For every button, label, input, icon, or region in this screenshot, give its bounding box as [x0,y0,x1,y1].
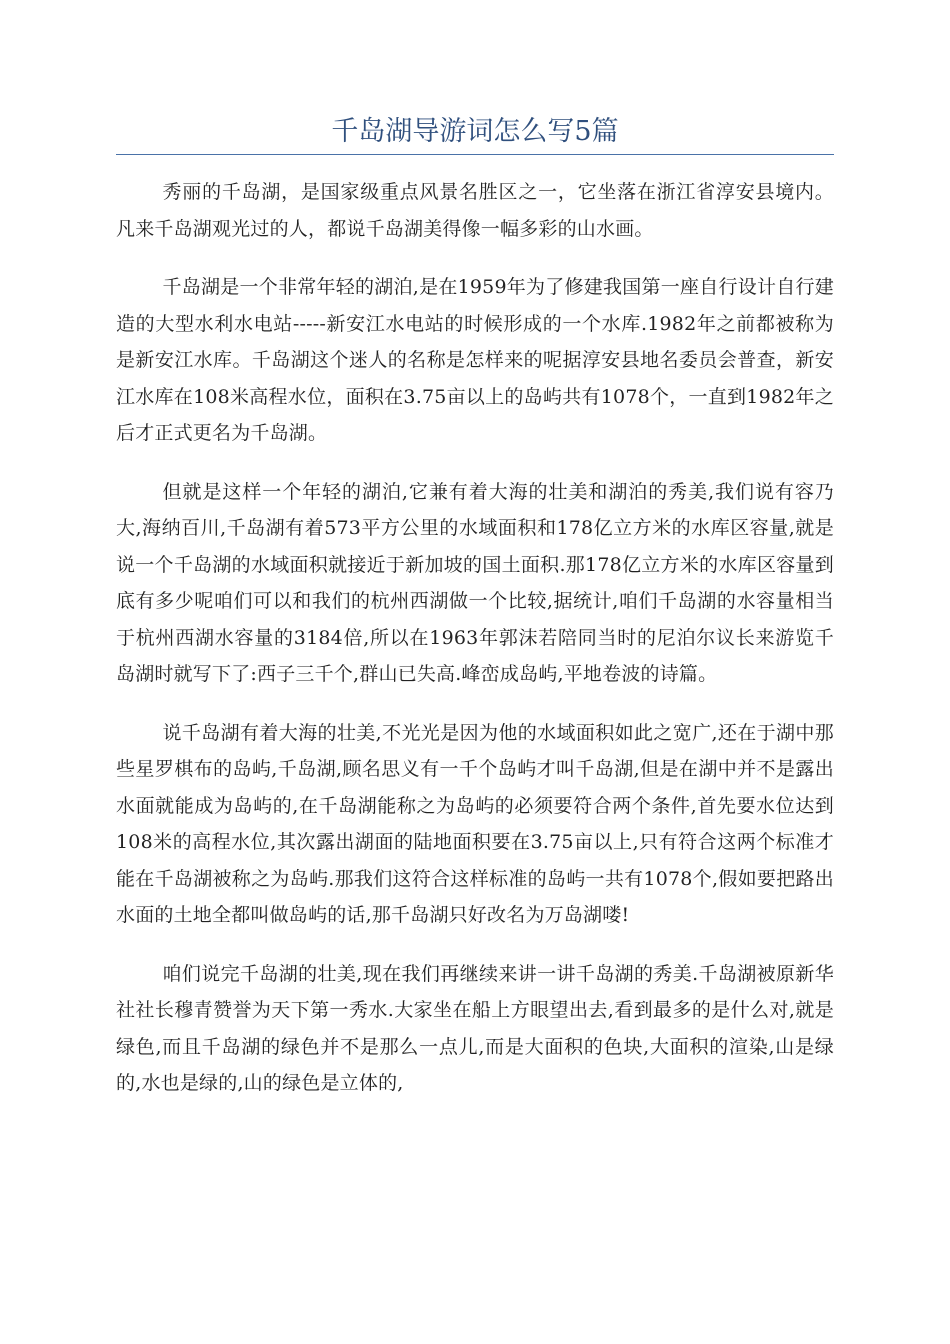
document-body [116,174,834,1124]
paragraph-5: 咱们说完千岛湖的壮美,现在我们再继续来讲一讲千岛湖的秀美.千岛湖被原新华社社长穆青赞誉为天下第一秀水.大家坐在船上方眼望出去,看到最多的是什么对,就是绿色,而且千岛湖的绿色并不是那么一点儿,而是大面积的色块,大面积的渲染,山是绿的,水也是绿的,山的绿色是立体的, [116,962,834,1094]
title-divider [116,154,834,155]
paragraph-1: 秀丽的千岛湖，是国家级重点风景名胜区之一，它坐落在浙江省淳安县境内。凡来千岛湖观光过的人，都说千岛湖美得像一幅多彩的山水画。 [116,181,834,240]
paragraph-3: 但就是这样一个年轻的湖泊,它兼有着大海的壮美和湖泊的秀美,我们说有容乃大,海纳百川,千岛湖有着573平方公里的水域面积和178亿立方米的水库区容量,就是说一个千岛湖的水域面积就接近于新加坡的国土面积.那178亿立方米的水库区容量到底有多少呢咱们可以和我们的杭州西湖做一个比较,据统计,咱们千岛湖的水容量相当于杭州西湖水容量的3184倍,所以在1963年郭沫若陪同当时的尼泊尔议长来游览千岛湖时就写下了:西子三千个,群山已失高.峰峦成岛屿,平地卷波的诗篇。 [116,480,834,685]
page-title: 千岛湖导游词怎么写5篇 [331,116,619,147]
paragraph-4: 说千岛湖有着大海的壮美,不光光是因为他的水域面积如此之宽广,还在于湖中那些星罗棋布的岛屿,千岛湖,顾名思义有一千个岛屿才叫千岛湖,但是在湖中并不是露出水面就能成为岛屿的,在千岛湖能称之为岛屿的必须要符合两个条件,首先要水位达到108米的高程水位,其次露出湖面的陆地面积要在3.75亩以上,只有符合这两个标准才能在千岛湖被称之为岛屿.那我们这符合这样标准的岛屿一共有1078个,假如要把路出水面的土地全都叫做岛屿的话,那千岛湖只好改名为万岛湖喽! [116,721,834,926]
paragraph-2: 千岛湖是一个非常年轻的湖泊,是在1959年为了修建我国第一座自行设计自行建造的大型水利水电站-----新安江水电站的时候形成的一个水库.1982年之前都被称为是新安江水库。千岛湖这个迷人的名称是怎样来的呢据淳安县地名委员会普查，新安江水库在108米高程水位，面积在3.75亩以上的岛屿共有1078个，一直到1982年之后才正式更名为千岛湖。 [116,276,834,444]
